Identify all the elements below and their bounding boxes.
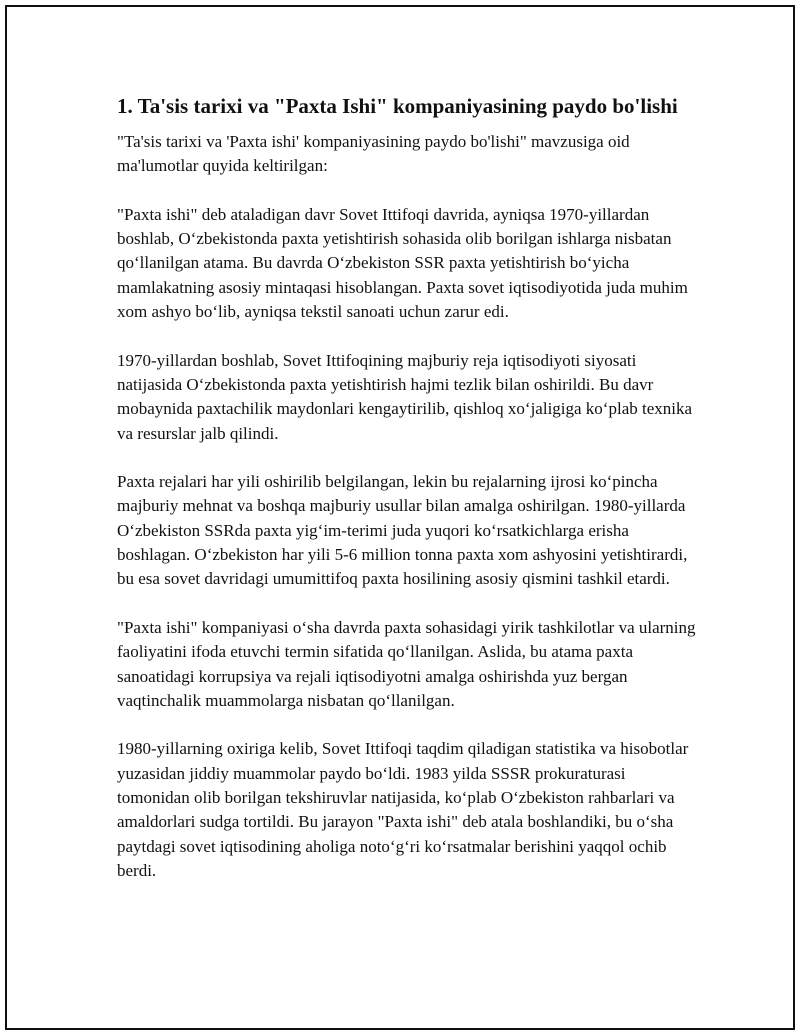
paragraph-cotton-plans: Paxta rejalari har yili oshirilib belgilangan, lekin bu rejalarning ijrosi ko‘pincha majburiy mehnat va boshqa majburiy usullar bilan amalga oshirilgan. 1980-yillarda O‘zbekiston SSRda paxta yig‘im-terimi juda yuqori ko‘rsatkichlarga erisha boshlagan. O‘zbekiston har yili 5-6 million tonna paxta xom ashyosini yetishtirardi, bu esa sovet davridagi umumittifoq paxta hosilining asosiy qismini tashkil etardi. bbox=[117, 472, 688, 589]
section-title: 1. Ta'sis tarixi va "Paxta Ishi" kompaniyasining paydo bo'lishi bbox=[117, 94, 678, 118]
paragraph-company-term: "Paxta ishi" kompaniyasi o‘sha davrda paxta sohasidagi yirik tashkilotlar va ularning faoliyatini ifoda etuvchi termin sifatida qo‘llanilgan. Aslida, bu atama paxta sanoatidagi korrupsiya va rejali iqtisodiyotni amalga oshirishda yuz bergan vaqtinchalik muammolarga nisbatan qo‘llanilgan. bbox=[117, 617, 696, 710]
paragraph-1970s-planning: 1970-yillardan boshlab, Sovet Ittifoqining majburiy reja iqtisodiyoti siyosati natijasida O‘zbekistonda paxta yetishtirish hajmi tezlik bilan oshirildi. Bu davr mobaynida paxtachilik maydonlari kengaytirilib, qishloq xo‘jaligiga ko‘plab texnika va resurslar jalb qilindi. bbox=[117, 350, 693, 443]
paragraph-intro: "Ta'sis tarixi va 'Paxta ishi' kompaniyasining paydo bo'lishi" mavzusiga oid ma'lumotlar quyida keltirilgan: bbox=[117, 132, 630, 176]
paragraph-paxta-ishi-period: "Paxta ishi" deb ataladigan davr Sovet Ittifoqi davrida, ayniqsa 1970-yillardan boshlab, O‘zbekistonda paxta yetishtirish sohasida olib borilgan ishlarga nisbatan qo‘llanilgan atama. Bu davrda O‘zbekiston SSR paxta yetishtirish bo‘yicha mamlakatning asosiy mintaqasi hisoblangan. Paxta sovet iqtisodiyotida juda muhim xom ashyo bo‘lib, ayniqsa tekstil sanoati uchun zarur edi. bbox=[117, 204, 688, 322]
document-body bbox=[117, 92, 697, 908]
paragraph-1980s-investigation: 1980-yillarning oxiriga kelib, Sovet Ittifoqi taqdim qiladigan statistika va hisobotlar yuzasidan jiddiy muammolar paydo bo‘ldi. 1983 yilda SSSR prokuraturasi tomonidan olib borilgan tekshiruvlar natijasida, ko‘plab O‘zbekiston rahbarlari va amaldorlari sudga tortildi. Bu jarayon "Paxta ishi" deb atala boshlandiki, bu o‘sha paytdagi sovet iqtisodining aholiga noto‘g‘ri ko‘rsatmalar berishini yaqqol ochib berdi. bbox=[117, 739, 689, 880]
